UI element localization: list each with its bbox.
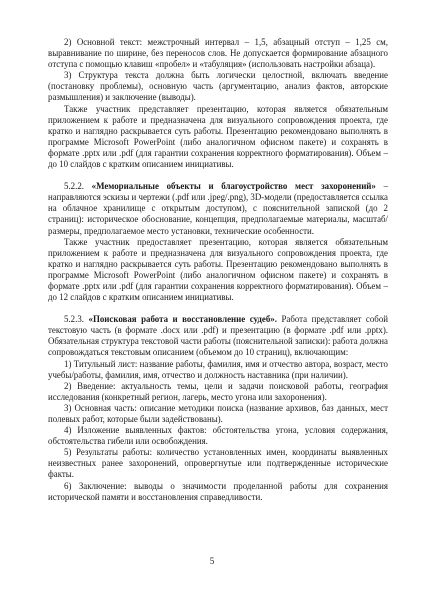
paragraph-presentation-12-slides: Также участник предоставляет презентацию, которая является обязательным приложением к работе и предназначена для визуального сопровождения проекта, где кратко и наглядно раскрывается суть работы. Презентацию рекомендовано выполнять в программе Microsoft PowerPoint (либо аналогичном офисном пакете) и сохранять в формате .pptx или .pdf (для гарантии сохранения корректного форматирования). Объем – до 12 слайдов с кратким описанием инициативы.: [48, 236, 388, 303]
list-item-facts: 4) Изложение выявленных фактов: обстоятельства угона, условия содержания, обстоятельства гибели или освобождения.: [48, 425, 388, 447]
list-item-introduction: 2) Введение: актуальность темы, цели и задачи поисковой работы, география исследования (конкретный регион, лагерь, место угона или захоронения).: [48, 380, 388, 402]
list-item-title-page: 1) Титульный лист: название работы, фамилия, имя и отчество автора, возраст, место учебы/работы, фамилия, имя, отчество и должность наставника (при наличии).: [48, 358, 388, 380]
section-title: «Поисковая работа и восстановление судеб».: [88, 314, 277, 325]
page-number: 5: [209, 556, 215, 566]
paragraph-main-text-format: 2) Основной текст: межстрочный интервал – 1,5, абзацный отступ – 1,25 см, выравнивание по ширине, без переносов слов. Не допускается формирование абзацного отступа с помощью клавиш «пробел» и «табуляция» (использовать настройки абзаца).: [48, 37, 388, 70]
section-title: «Мемориальные объекты и благоустройство мест захоронений»: [91, 181, 376, 192]
paragraph-section-5-2-2: [48, 181, 388, 236]
section-number: 5.2.2.: [64, 181, 84, 192]
list-item-results: 5) Результаты работы: количество установленных имен, координаты выявленных неизвестных ранее захоронений, опровергнутые или подтвержденные исторические факты.: [48, 447, 388, 480]
paragraph-section-5-2-3: [48, 314, 388, 358]
paragraph-presentation-10-slides: Также участник представляет презентацию, которая является обязательным приложением к работе и предназначена для визуального сопровождения проекта, где кратко и наглядно раскрывается суть работы. Презентацию рекомендовано выполнять в программе Microsoft PowerPoint (либо аналогичном офисном пакете) и сохранять в формате .pptx или .pdf (для гарантии сохранения корректного форматирования). Объем – до 10 слайдов с кратким описанием инициативы.: [48, 103, 388, 170]
list-item-main-part: 3) Основная часть: описание методики поиска (название архивов, баз данных, мест полевых работ, которые были задействованы).: [48, 402, 388, 424]
section-body: Работа представляет собой текстовую часть (в формате .docx или .pdf) и презентацию (в формате .pdf или .pptx). Обязательная структура текстовой части работы (пояснительной записки): работа должна сопровождаться текстовым описанием (объемом до 10 страниц), включающим:: [48, 314, 389, 358]
section-body: – направляются эскизы и чертежи (.pdf или .jpeg/.png), 3D-модели (предоставляется ссылка на облачное хранилище с открытым доступом), с пояснительной запиской (до 2 страниц): историческое обоснование, концепция, предполагаемые материалы, масштаб/размеры, предполагаемое место установки, технические особенности.: [48, 181, 389, 236]
list-item-conclusion: 6) Заключение: выводы о значимости проделанной работы для сохранения исторической памяти и восстановления справедливости.: [48, 480, 388, 502]
paragraph-text-structure: 3) Структура текста должна быть логически целостной, включать введение (постановку проблемы), основную часть (аргументацию, анализ фактов, авторские размышления) и заключение (выводы).: [48, 70, 388, 103]
section-number: 5.2.3.: [64, 314, 84, 325]
